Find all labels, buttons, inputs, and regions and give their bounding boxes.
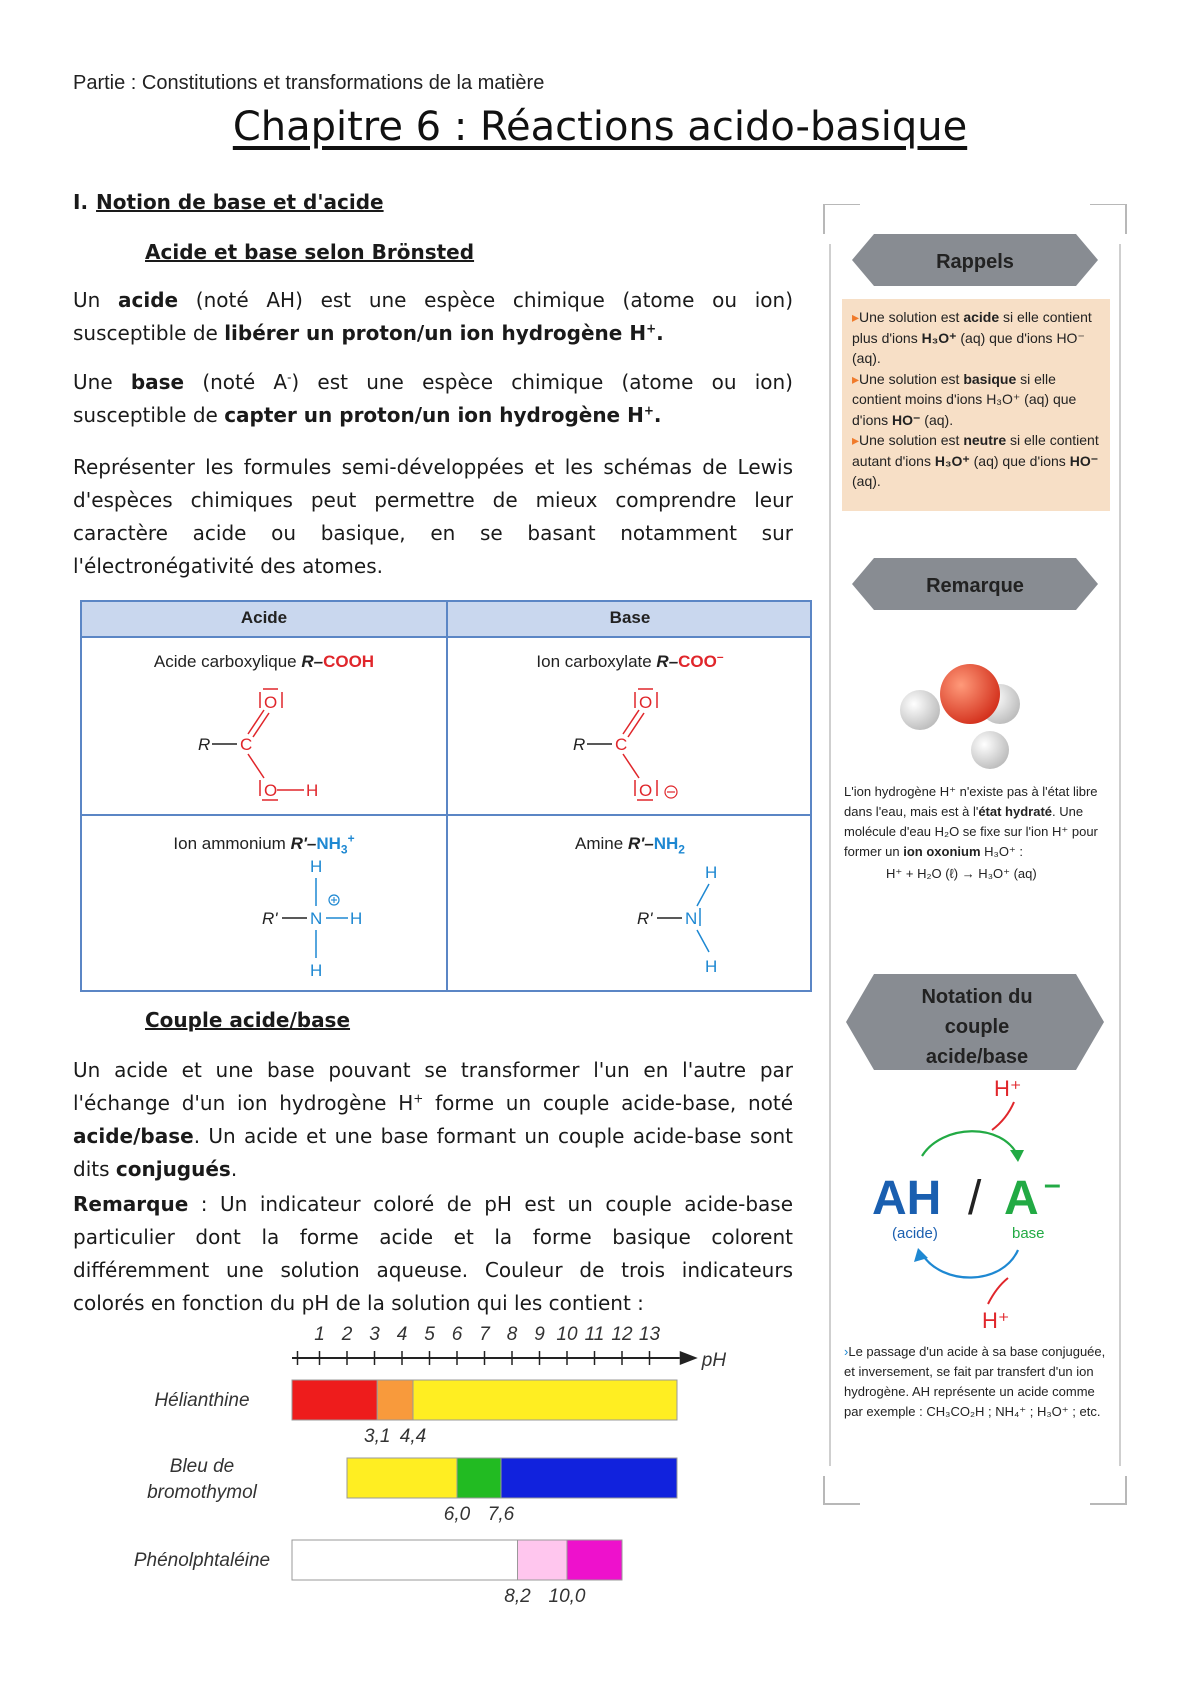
rappels-banner — [852, 234, 1098, 286]
ph-axis-arrow — [680, 1351, 698, 1365]
ph-tick-label: 10 — [556, 1324, 578, 1345]
ph-indicator-chart — [110, 1318, 770, 1618]
indicator-color-segment — [567, 1540, 622, 1580]
svg-text:O: O — [264, 781, 278, 800]
svg-text:R: R — [198, 735, 211, 754]
svg-text:O: O — [639, 693, 653, 712]
ph-tick-label: 2 — [341, 1324, 353, 1345]
ph-tick-label: 1 — [314, 1324, 325, 1345]
base-definition: Une base (noté A-) est une espèce chimique (atome ou ion) susceptible de capter un proton/un ion hydrogène H+. — [73, 370, 793, 427]
ph-tick-label: 13 — [638, 1324, 661, 1345]
svg-text:H: H — [350, 909, 363, 928]
lewis-ammonium — [262, 857, 362, 980]
indicator-color-segment — [377, 1380, 413, 1420]
svg-text:H: H — [705, 957, 718, 976]
svg-text:N: N — [310, 909, 323, 928]
acid-base-table — [80, 600, 812, 992]
section-title: Notion de base et d'acide — [96, 190, 384, 214]
rappel-item: ▸Une solution est acide si elle contient plus d'ions H₃O⁺ (aq) que d'ions HO⁻ (aq). — [852, 309, 1092, 366]
lewis-carboxylic-acid — [198, 689, 318, 800]
remarque-text: L'ion hydrogène H⁺ n'existe pas à l'état libre dans l'eau, mais est à l'état hydraté. Une molécule d'eau H₂O se fixe sur l'ion H⁺ pour former un ion oxonium H₃O⁺ : — [844, 784, 1098, 859]
ah-label: AH — [872, 1172, 942, 1225]
svg-text:H: H — [705, 863, 718, 882]
cell-ammonium-ion: Ion ammonium $R'-NH_3^+$ — [173, 831, 355, 857]
ph-tick-label: 11 — [584, 1324, 605, 1345]
rappel-item: ▸Une solution est neutre si elle contient autant d'ions H₃O⁺ (aq) que d'ions HO⁻ (aq). — [852, 432, 1099, 489]
cell-carboxylic-acid: Acide carboxylique R–COOH — [153, 652, 375, 671]
hplus-top: H⁺ — [994, 1076, 1022, 1101]
svg-text:N: N — [685, 909, 698, 928]
acide-caption: (acide) — [892, 1225, 938, 1242]
svg-text:H: H — [310, 857, 323, 876]
notation-title-line2: couple — [944, 1016, 1010, 1038]
ah-a-diagram — [872, 1076, 1061, 1333]
transition-ph-label: 6,0 — [443, 1504, 471, 1525]
a-label: A — [1004, 1172, 1039, 1225]
transition-ph-label: 3,1 — [364, 1426, 391, 1447]
notation-title-line3: acide/base — [925, 1046, 1029, 1068]
part-label: Partie : Constitutions et transformations de la matière — [73, 72, 545, 94]
couple-paragraph: Un acide et une base pouvant se transformer l'un en l'autre par l'échange d'un ion hydrogène H+ forme un couple acide-base, noté acide/base. Un acide et une base formant un couple acide-base sont dits conjugués. — [73, 1058, 793, 1181]
base-caption: base — [1012, 1225, 1045, 1242]
indicator-name: Bleu de — [169, 1456, 235, 1477]
cell-amine: Amine $R'-NH_2$ — [575, 834, 685, 857]
indicator-name: Hélianthine — [154, 1390, 250, 1411]
indicator-color-segment — [501, 1458, 677, 1498]
column-header-acide: Acide — [240, 608, 288, 627]
notation-banner — [846, 974, 1104, 1070]
subheading-couple: Couple acide/base — [145, 1008, 351, 1032]
indicator-color-segment — [518, 1540, 568, 1580]
ph-tick-label: 9 — [534, 1324, 545, 1345]
ph-tick-label: 6 — [451, 1324, 463, 1345]
indicator-color-segment — [347, 1458, 457, 1498]
ph-tick-label: 7 — [479, 1324, 490, 1345]
slash-label: / — [968, 1172, 982, 1225]
ph-tick-label: 12 — [611, 1324, 633, 1345]
ph-tick-label: 8 — [506, 1324, 518, 1345]
svg-text:O: O — [264, 693, 278, 712]
svg-text:C: C — [615, 735, 628, 754]
ph-tick-label: 4 — [396, 1324, 408, 1345]
svg-text:R: R — [573, 735, 586, 754]
indicator-color-segment — [457, 1458, 501, 1498]
transition-ph-label: 8,2 — [504, 1586, 531, 1607]
svg-text:O: O — [639, 781, 653, 800]
acid-definition: Un acide (noté AH) est une espèce chimique (atome ou ion) susceptible de libérer un proton/un ion hydrogène H+. — [73, 288, 794, 345]
rappel-item: ▸Une solution est basique si elle contient moins d'ions H₃O⁺ (aq) que d'ions HO⁻ (aq). — [852, 370, 1077, 428]
sidebar — [822, 204, 1128, 1506]
indicator-color-segment — [413, 1380, 677, 1420]
indicator-color-segment — [292, 1380, 377, 1420]
column-header-base: Base — [609, 608, 651, 627]
notation-title-line1: Notation du — [921, 986, 1033, 1008]
indicator-name: Phénolphtaléine — [133, 1550, 271, 1571]
ph-tick-label: 3 — [369, 1324, 380, 1345]
svg-text:R': R' — [262, 909, 278, 928]
lewis-amine — [637, 863, 717, 976]
minus-label: – — [1044, 1168, 1061, 1201]
lewis-carboxylate — [573, 689, 677, 800]
cell-carboxylate-ion: Ion carboxylate R–COO– — [536, 649, 724, 671]
lewis-structures — [82, 602, 812, 992]
rappels-title: Rappels — [936, 251, 1014, 273]
ph-axis-title: pH — [701, 1350, 727, 1371]
remark-paragraph: Remarque : Un indicateur coloré de pH est un couple acide-base particulier dont la forme acide et la forme basique colorent différemment une solution aqueuse. Couleur de trois indicateurs colorés en fonction du pH de la solution qui les contient : — [73, 1192, 793, 1315]
water-molecule-icon — [900, 664, 1020, 769]
svg-text:R': R' — [637, 909, 653, 928]
subheading-bronsted: Acide et base selon Brönsted — [145, 240, 475, 264]
remarque-title: Remarque — [926, 575, 1024, 597]
remarque-banner — [852, 558, 1098, 610]
section-heading — [73, 190, 384, 214]
rappels-box — [842, 299, 1110, 511]
svg-text:H: H — [306, 781, 319, 800]
svg-text:C: C — [240, 735, 253, 754]
indicator-color-segment — [292, 1540, 518, 1580]
hplus-bottom: H⁺ — [982, 1308, 1010, 1333]
transition-ph-label: 4,4 — [399, 1426, 427, 1447]
oxonium-equation: H⁺ + H₂O (ℓ) → H₃O⁺ (aq) — [886, 866, 1037, 881]
transition-ph-label: 10,0 — [548, 1586, 586, 1607]
section-number: I. — [73, 190, 89, 214]
svg-text:H: H — [310, 961, 323, 980]
transition-ph-label: 7,6 — [487, 1504, 515, 1525]
chapter-title: Chapitre 6 : Réactions acido-basique — [232, 104, 968, 150]
lewis-paragraph: Représenter les formules semi-développées et les schémas de Lewis d'espèces chimiques peut permettre de mieux comprendre leur caractère acide ou basique, en se basant notamment sur l'électronégativité des atomes. — [73, 455, 793, 578]
ph-tick-label: 5 — [424, 1324, 435, 1345]
notation-text: ›Le passage d'un acide à sa base conjuguée, et inversement, se fait par transfert d'un ion hydrogène. AH représente un acide comme par exemple : CH₃CO₂H ; NH₄⁺ ; H₃O⁺ ; etc. — [844, 1344, 1106, 1419]
indicator-name: bromothymol — [147, 1482, 257, 1503]
